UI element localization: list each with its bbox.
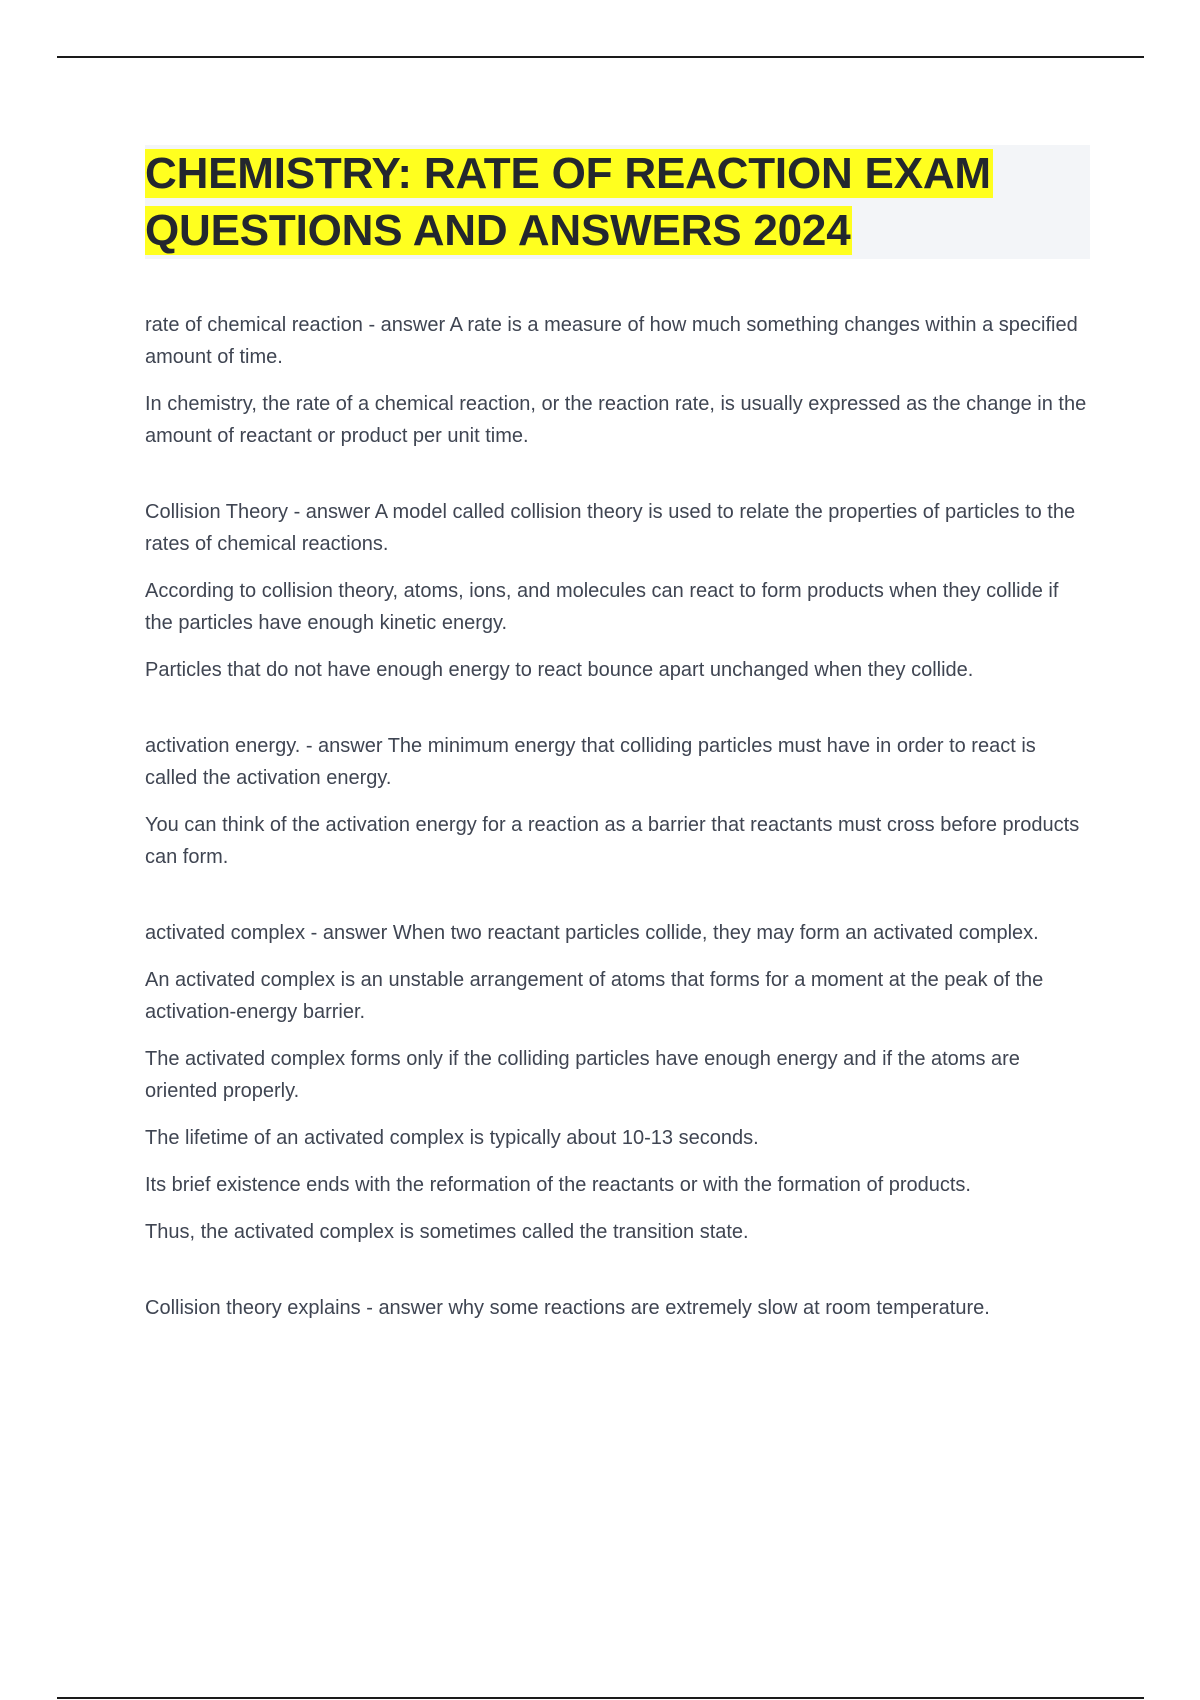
paragraph: Collision Theory - answer A model called collision theory is used to relate the properties of particles to the rates of chemical reactions. xyxy=(145,501,1076,555)
qa-entry-activation-energy xyxy=(145,730,1090,873)
document-title xyxy=(145,145,1090,259)
paragraph: activated complex - answer When two reactant particles collide, they may form an activated complex. xyxy=(145,922,1039,944)
title-block xyxy=(145,145,1090,259)
paragraph: In chemistry, the rate of a chemical reaction, or the reaction rate, is usually expressed as the change in the amount of reactant or product per unit time. xyxy=(145,393,1087,447)
paragraph: The lifetime of an activated complex is typically about 10-13 seconds. xyxy=(145,1127,759,1149)
paragraph: activation energy. - answer The minimum energy that colliding particles must have in order to react is called the activation energy. xyxy=(145,735,1036,789)
qa-entry-collision-theory-explains xyxy=(145,1292,1090,1324)
paragraph: Collision theory explains - answer why some reactions are extremely slow at room temperature. xyxy=(145,1297,990,1319)
top-rule xyxy=(57,56,1144,58)
paragraph: You can think of the activation energy for a reaction as a barrier that reactants must cross before products can form. xyxy=(145,814,1080,868)
qa-entry-activated-complex xyxy=(145,917,1090,1248)
bottom-rule xyxy=(57,1697,1144,1699)
qa-entry-collision-theory xyxy=(145,496,1090,686)
paragraph: Thus, the activated complex is sometimes called the transition state. xyxy=(145,1221,749,1243)
paragraph: rate of chemical reaction - answer A rate is a measure of how much something changes within a specified amount of time. xyxy=(145,314,1078,368)
qa-entry-rate-of-reaction xyxy=(145,309,1090,452)
paragraph: The activated complex forms only if the colliding particles have enough energy and if the atoms are oriented properly. xyxy=(145,1048,1020,1102)
paragraph: Particles that do not have enough energy to react bounce apart unchanged when they collide. xyxy=(145,659,974,681)
paragraph: Its brief existence ends with the reformation of the reactants or with the formation of products. xyxy=(145,1174,971,1196)
paragraph: According to collision theory, atoms, ions, and molecules can react to form products when they collide if the particles have enough kinetic energy. xyxy=(145,580,1059,634)
paragraph: An activated complex is an unstable arrangement of atoms that forms for a moment at the peak of the activation-energy barrier. xyxy=(145,969,1044,1023)
title-highlight: CHEMISTRY: RATE OF REACTION EXAM QUESTIONS AND ANSWERS 2024 xyxy=(145,149,991,255)
document-body xyxy=(145,145,1090,1368)
